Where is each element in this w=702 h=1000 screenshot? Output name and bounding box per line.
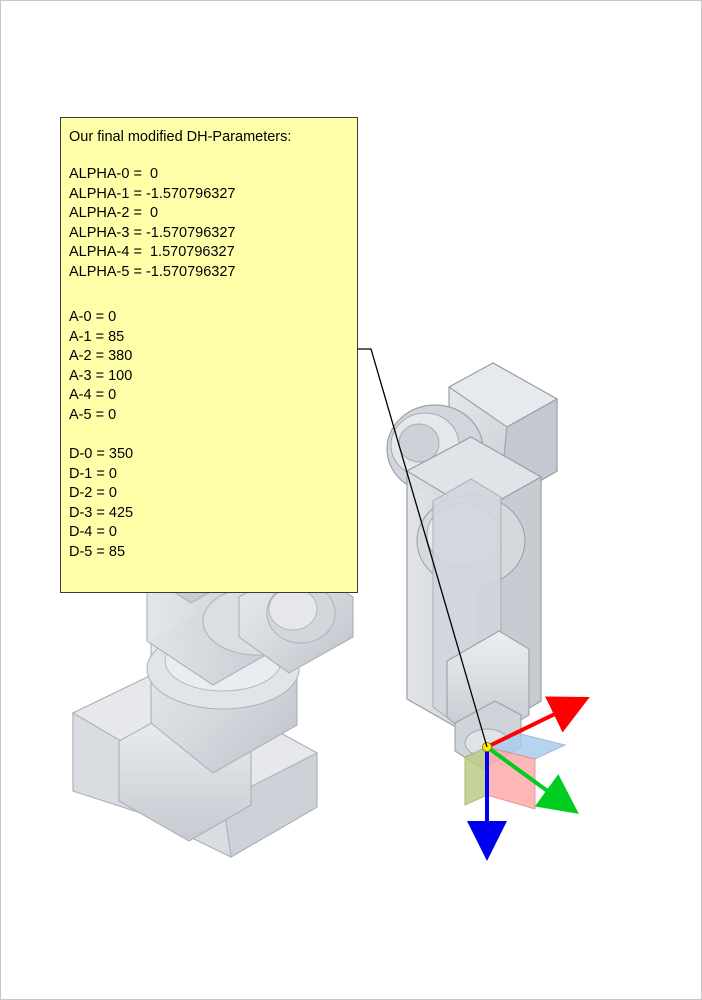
- dh-parameters-callout: [60, 117, 358, 593]
- alpha-5-line: ALPHA-5 = -1.570796327: [69, 263, 236, 280]
- a-2-line: A-2 = 380: [69, 348, 133, 364]
- alpha-0-line: ALPHA-0 = 0: [69, 166, 159, 182]
- alpha-2-line: ALPHA-2 = 0: [69, 205, 159, 221]
- d-parameters-group: [69, 445, 357, 562]
- d-2-line: D-2 = 0: [69, 485, 117, 501]
- d-3-line: D-3 = 425: [69, 504, 134, 521]
- spacer-a-d: [69, 425, 357, 445]
- robot-right-main: [387, 363, 557, 769]
- spacer-alpha-a: [69, 282, 357, 308]
- alpha-1-line: ALPHA-1 = -1.570796327: [69, 185, 236, 202]
- callout-title: Our final modified DH-Parameters:: [69, 129, 292, 145]
- a-3-line: A-3 = 100: [69, 367, 133, 384]
- a-1-line: A-1 = 85: [69, 328, 125, 345]
- d-4-line: D-4 = 0: [69, 524, 117, 540]
- alpha-3-line: ALPHA-3 = -1.570796327: [69, 224, 236, 241]
- a-4-line: A-4 = 0: [69, 387, 117, 403]
- a-0-line: A-0 = 0: [69, 309, 117, 325]
- alpha-parameters-group: [69, 165, 357, 282]
- d-1-line: D-1 = 0: [69, 465, 117, 482]
- d-0-line: D-0 = 350: [69, 446, 134, 462]
- a-5-line: A-5 = 0: [69, 406, 117, 423]
- a-parameters-group: [69, 308, 357, 425]
- d-5-line: D-5 = 85: [69, 543, 126, 560]
- alpha-4-line: ALPHA-4 = 1.570796327: [69, 244, 235, 260]
